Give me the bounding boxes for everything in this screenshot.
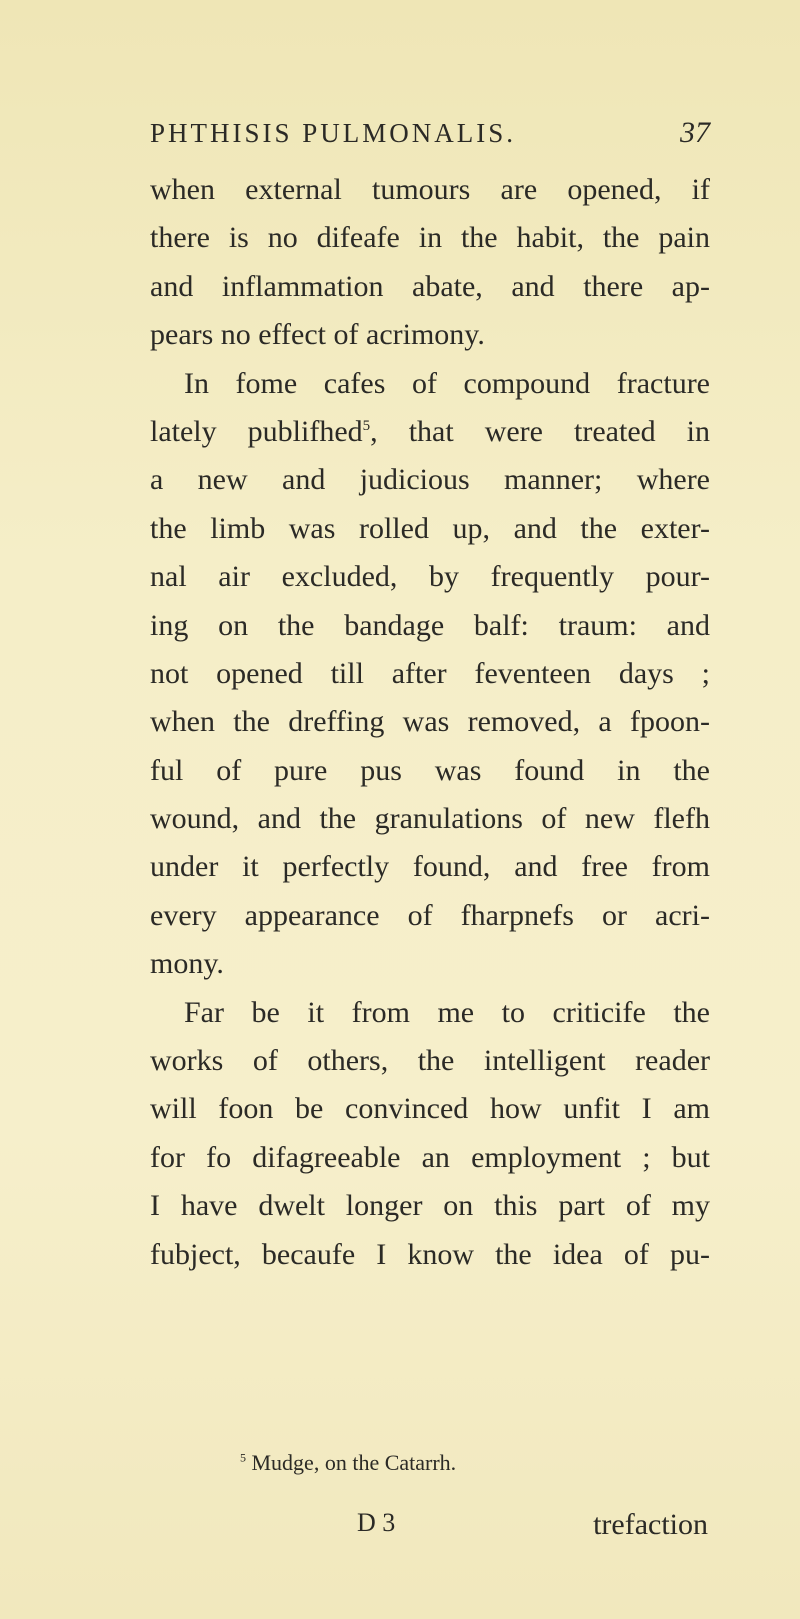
- catchword: trefaction: [593, 1508, 708, 1541]
- text-line: under it perfectly found, and free from: [150, 850, 710, 884]
- text-line-with-note: [150, 408, 710, 456]
- text-line: when external tumours are opened, if: [150, 173, 710, 206]
- text-line: nal air excluded, by frequently pour-: [150, 560, 710, 594]
- text-line: pears no effect of acrimony.: [150, 318, 485, 352]
- text-line: wound, and the granulations of new flefh: [150, 802, 710, 836]
- text-line: I have dwelt longer on this part of my: [150, 1189, 710, 1223]
- text-line: not opened till after feventeen days ;: [150, 656, 710, 690]
- text-line: ful of pure pus was found in the: [150, 753, 710, 787]
- text-line: mony.: [150, 947, 224, 981]
- text-line: for fo difagreeable an employment ; but: [150, 1140, 710, 1174]
- text-line: fubject, becaufe I know the idea of pu-: [150, 1237, 710, 1271]
- text-line: ing on the bandage balf: traum: and: [150, 608, 710, 642]
- text-line: when the dreffing was removed, a fpoon-: [150, 705, 710, 739]
- text-fragment: , that were treated in: [370, 414, 710, 448]
- footnote: [240, 1450, 456, 1476]
- text-line: Far be it from me to criticife the: [184, 995, 710, 1029]
- text-line: works of others, the intelligent reader: [150, 1044, 710, 1078]
- text-line: will foon be convinced how unfit I am: [150, 1092, 710, 1126]
- signature-mark: D 3: [357, 1508, 396, 1537]
- text-line: In fome cafes of compound fracture: [184, 366, 710, 400]
- footnote-reference: 5: [362, 417, 371, 434]
- text-fragment: lately publifhed: [150, 414, 363, 448]
- page-number: 37: [680, 116, 710, 149]
- text-line: there is no difeafe in the habit, the pain: [150, 221, 710, 255]
- footnote-marker: 5: [240, 1450, 246, 1465]
- text-line: the limb was rolled up, and the exter-: [150, 511, 710, 545]
- text-line: every appearance of fharpnefs or acri-: [150, 898, 710, 932]
- running-title: PHTHISIS PULMONALIS.: [150, 118, 517, 148]
- running-header: [150, 118, 710, 149]
- footnote-text: Mudge, on the Catarrh.: [246, 1450, 457, 1475]
- text-line: a new and judicious manner; where: [150, 463, 710, 497]
- text-line: and inflammation abate, and there ap-: [150, 269, 710, 303]
- body-text: [150, 166, 710, 1279]
